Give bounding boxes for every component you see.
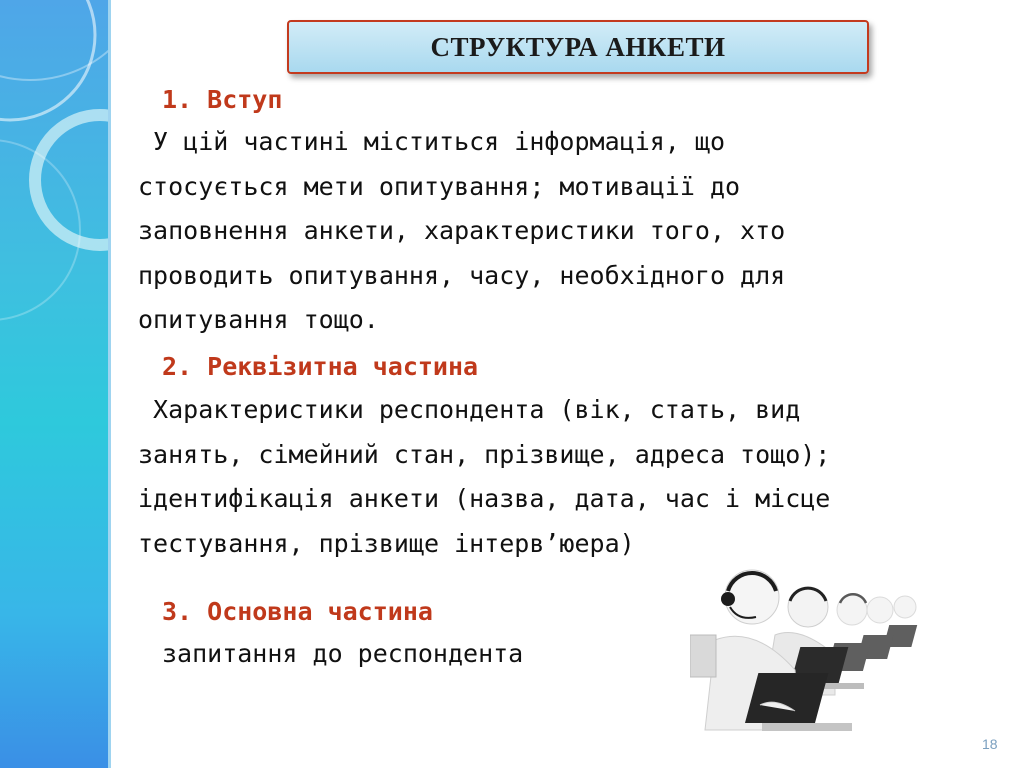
slide-title-box	[287, 20, 869, 74]
section-1-line: стосується мети опитування; мотивації до	[138, 171, 741, 201]
section-2-line: тестування, прізвище інтерв’юера)	[138, 528, 635, 558]
section-3-heading: 3. Основна частина	[162, 597, 433, 626]
section-2-body	[138, 388, 830, 566]
section-3-body	[162, 632, 523, 677]
section-1-body	[138, 120, 785, 343]
call-center-operators-icon	[690, 555, 960, 744]
section-3-line: запитання до респондента	[162, 639, 524, 668]
sidebar-circles-decoration	[0, 0, 110, 768]
decorative-sidebar	[0, 0, 110, 768]
section-1-line: У цій частині міститься інформація, що	[138, 127, 725, 156]
sidebar-divider	[108, 0, 111, 768]
section-1-line: проводить опитування, часу, необхідного для	[138, 260, 786, 290]
section-1-heading: 1. Вступ	[162, 85, 283, 114]
page-number: 18	[982, 736, 998, 752]
section-2-line: занять, сімейний стан, прізвище, адреса тощо);	[138, 439, 831, 469]
section-2-line: ідентифікація анкети (назва, дата, час і місце	[138, 484, 831, 513]
section-1-line: заповнення анкети, характеристики того, хто	[138, 216, 786, 245]
section-2-heading: 2. Реквізитна частина	[162, 352, 479, 381]
section-2-line: Характеристики респондента (вік, стать, вид	[138, 395, 801, 424]
section-1-line: опитування тощо.	[138, 305, 379, 334]
slide-title: СТРУКТУРА АНКЕТИ	[430, 31, 726, 62]
